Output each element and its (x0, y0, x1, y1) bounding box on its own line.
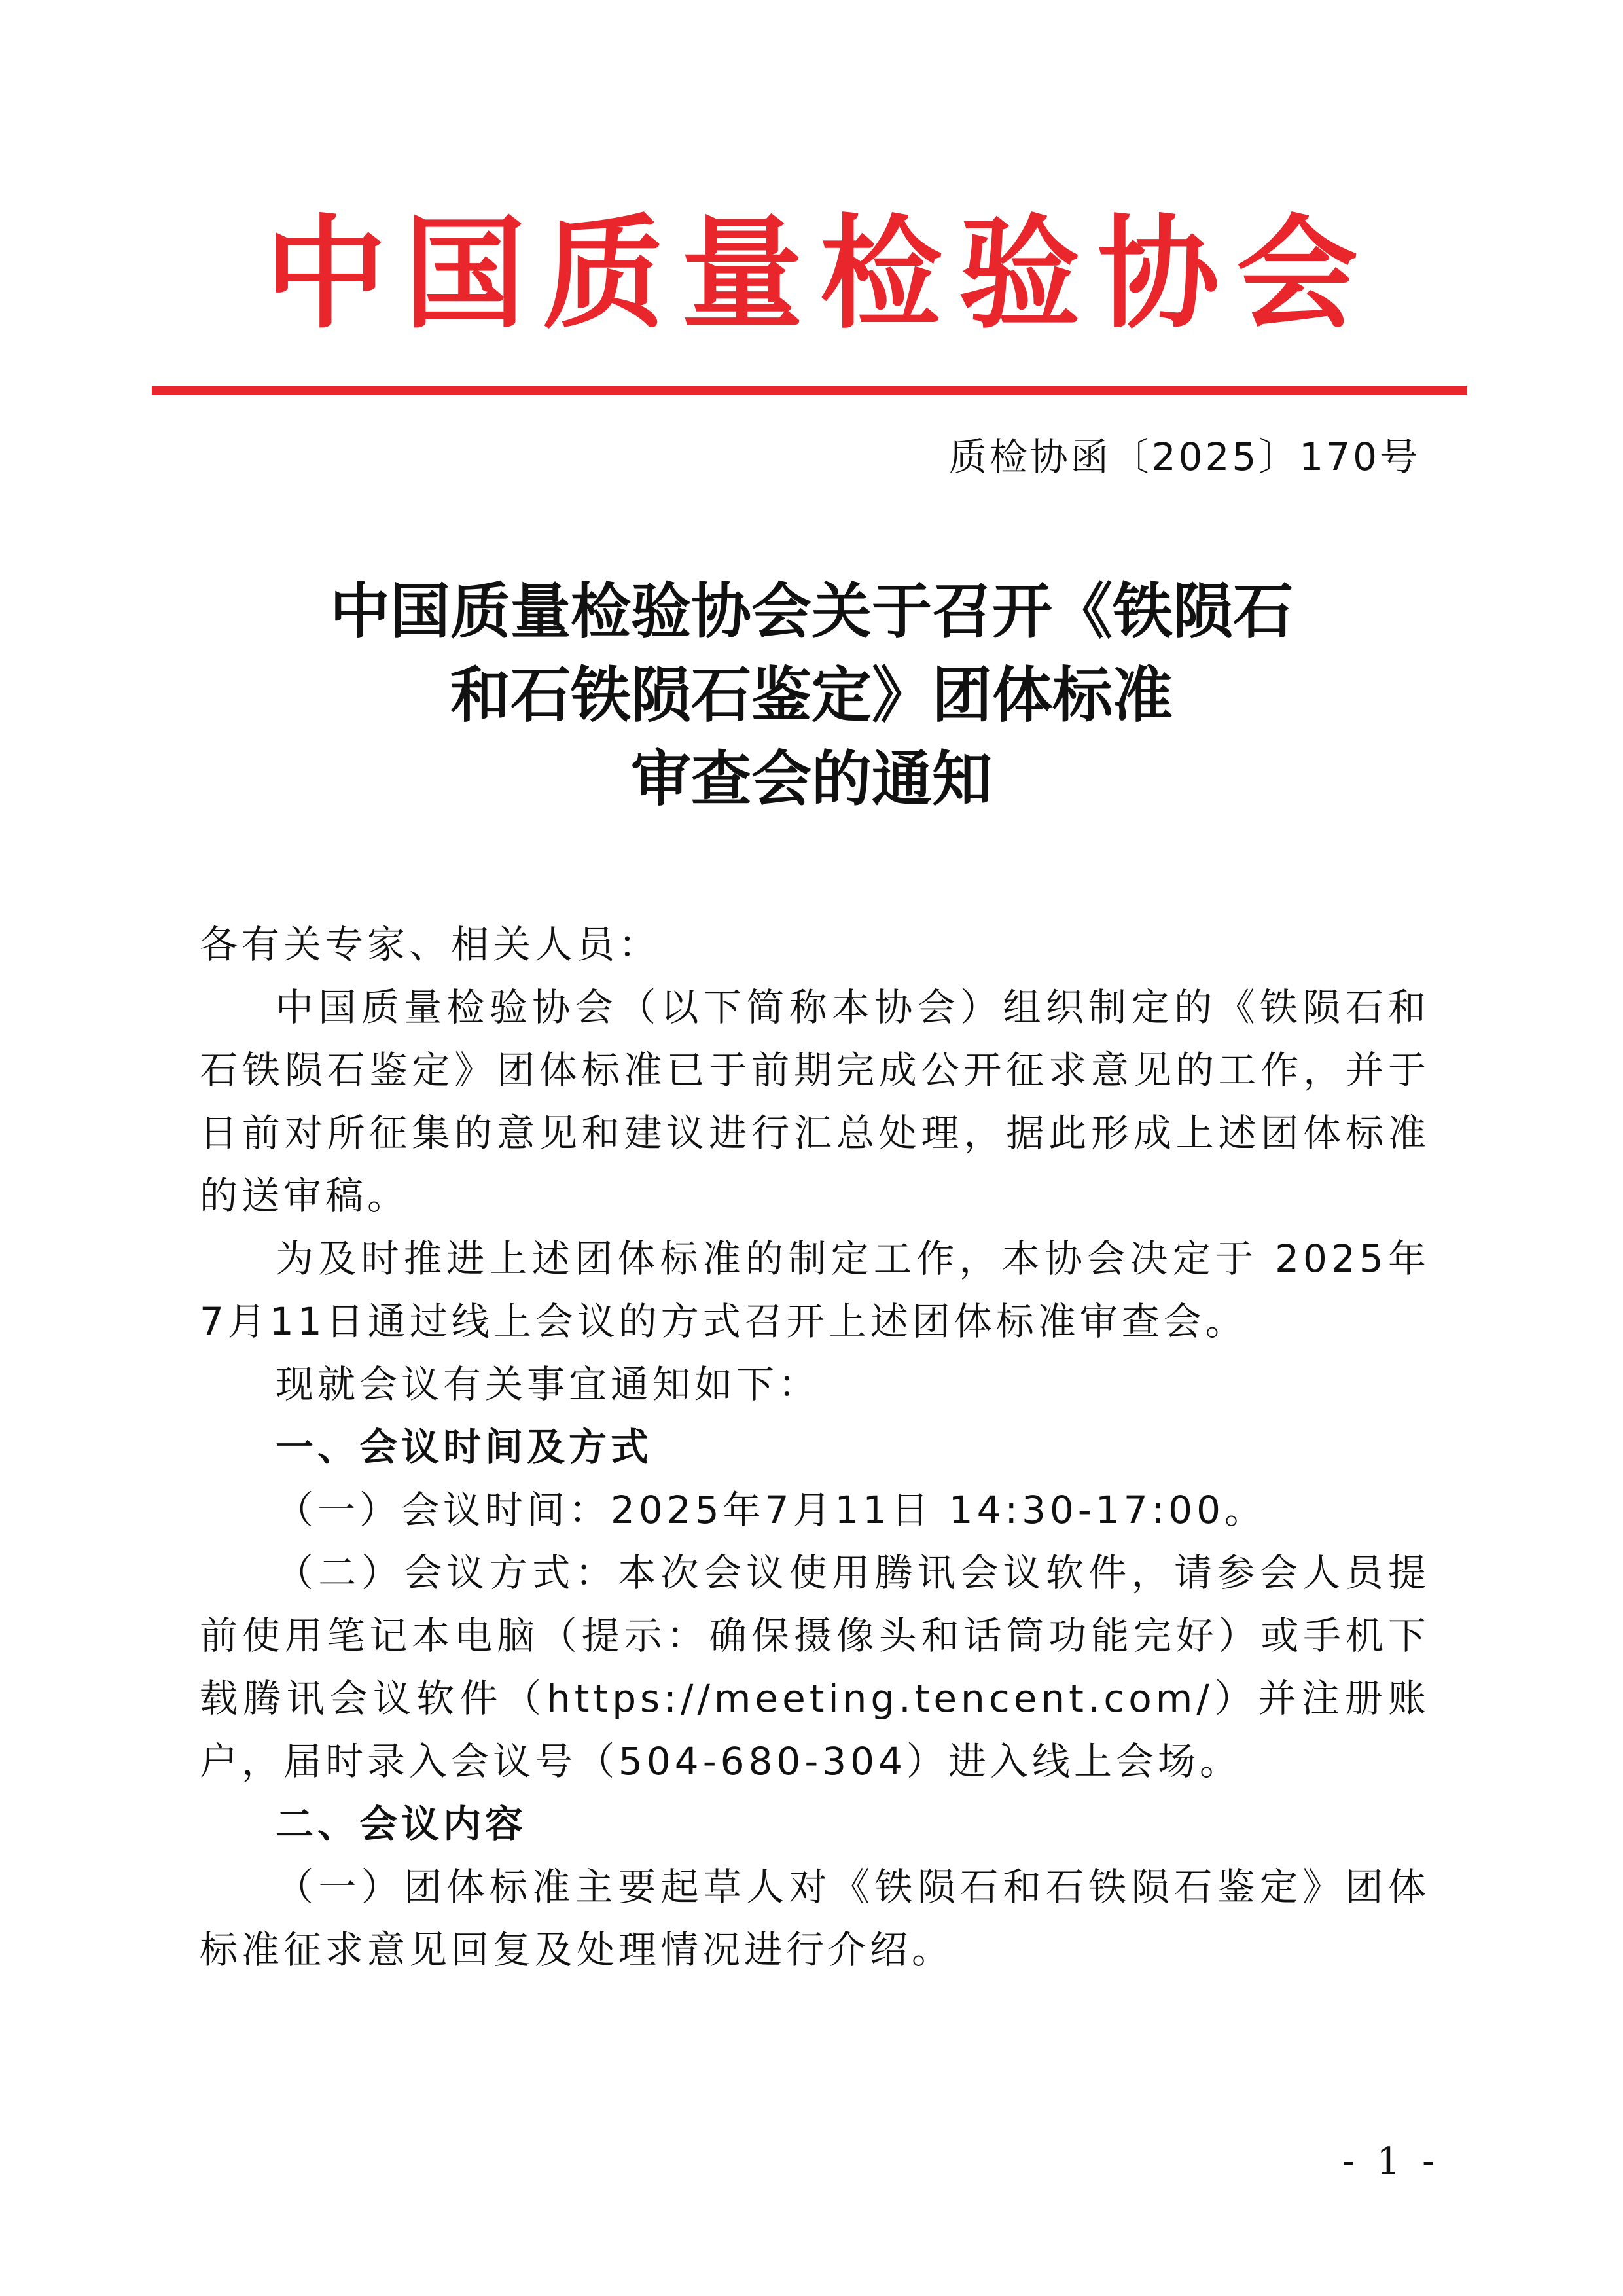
title-line: 审查会的通知 (630, 744, 992, 814)
title-line: 和石铁陨石鉴定》团体标准 (450, 660, 1173, 730)
title-line: 中国质量检验协会关于召开《铁陨石 (329, 576, 1293, 647)
body-paragraph: 现就会议有关事宜通知如下： (276, 1362, 821, 1407)
body-paragraph: 中国质量检验协会（以下简称本协会）组织制定的《铁陨石和石铁陨石鉴定》团体标准已于前期完成公开征求意见的工作，并于日前对所征集的意见和建议进行汇总处理，据此形成上述团体标准的送审稿。 (200, 985, 1430, 1218)
document-number: 质检协函〔2025〕170号 (948, 435, 1420, 479)
letterhead-title: 中国质量检验协会 (264, 202, 1375, 345)
section-item: （一）会议时间：2025年7月11日 14:30-17:00。 (276, 1488, 1266, 1532)
letterhead-red-rule (152, 386, 1467, 395)
body-paragraph: 为及时推进上述团体标准的制定工作，本协会决定于 2025年7月11日通过线上会议的方式召开上述团体标准审查会。 (200, 1236, 1430, 1344)
salutation: 各有关专家、相关人员： (200, 922, 661, 967)
document-body (200, 913, 1430, 1981)
section-item: （一）团体标准主要起草人对《铁陨石和石铁陨石鉴定》团体标准征求意见回复及处理情况进行介绍。 (200, 1865, 1430, 1972)
section-item: （二）会议方式：本次会议使用腾讯会议软件，请参会人员提前使用笔记本电脑（提示：确保摄像头和话筒功能完好）或手机下载腾讯会议软件（https://meeting.tencent.com/）并注册账户，届时录入会议号（504-680-304）进入线上会场。 (200, 1551, 1430, 1784)
page-number: - 1 - (1342, 2140, 1440, 2183)
document-title (0, 569, 1623, 821)
section-heading: 二、会议内容 (276, 1802, 527, 1846)
section-heading: 一、会议时间及方式 (276, 1425, 653, 1469)
